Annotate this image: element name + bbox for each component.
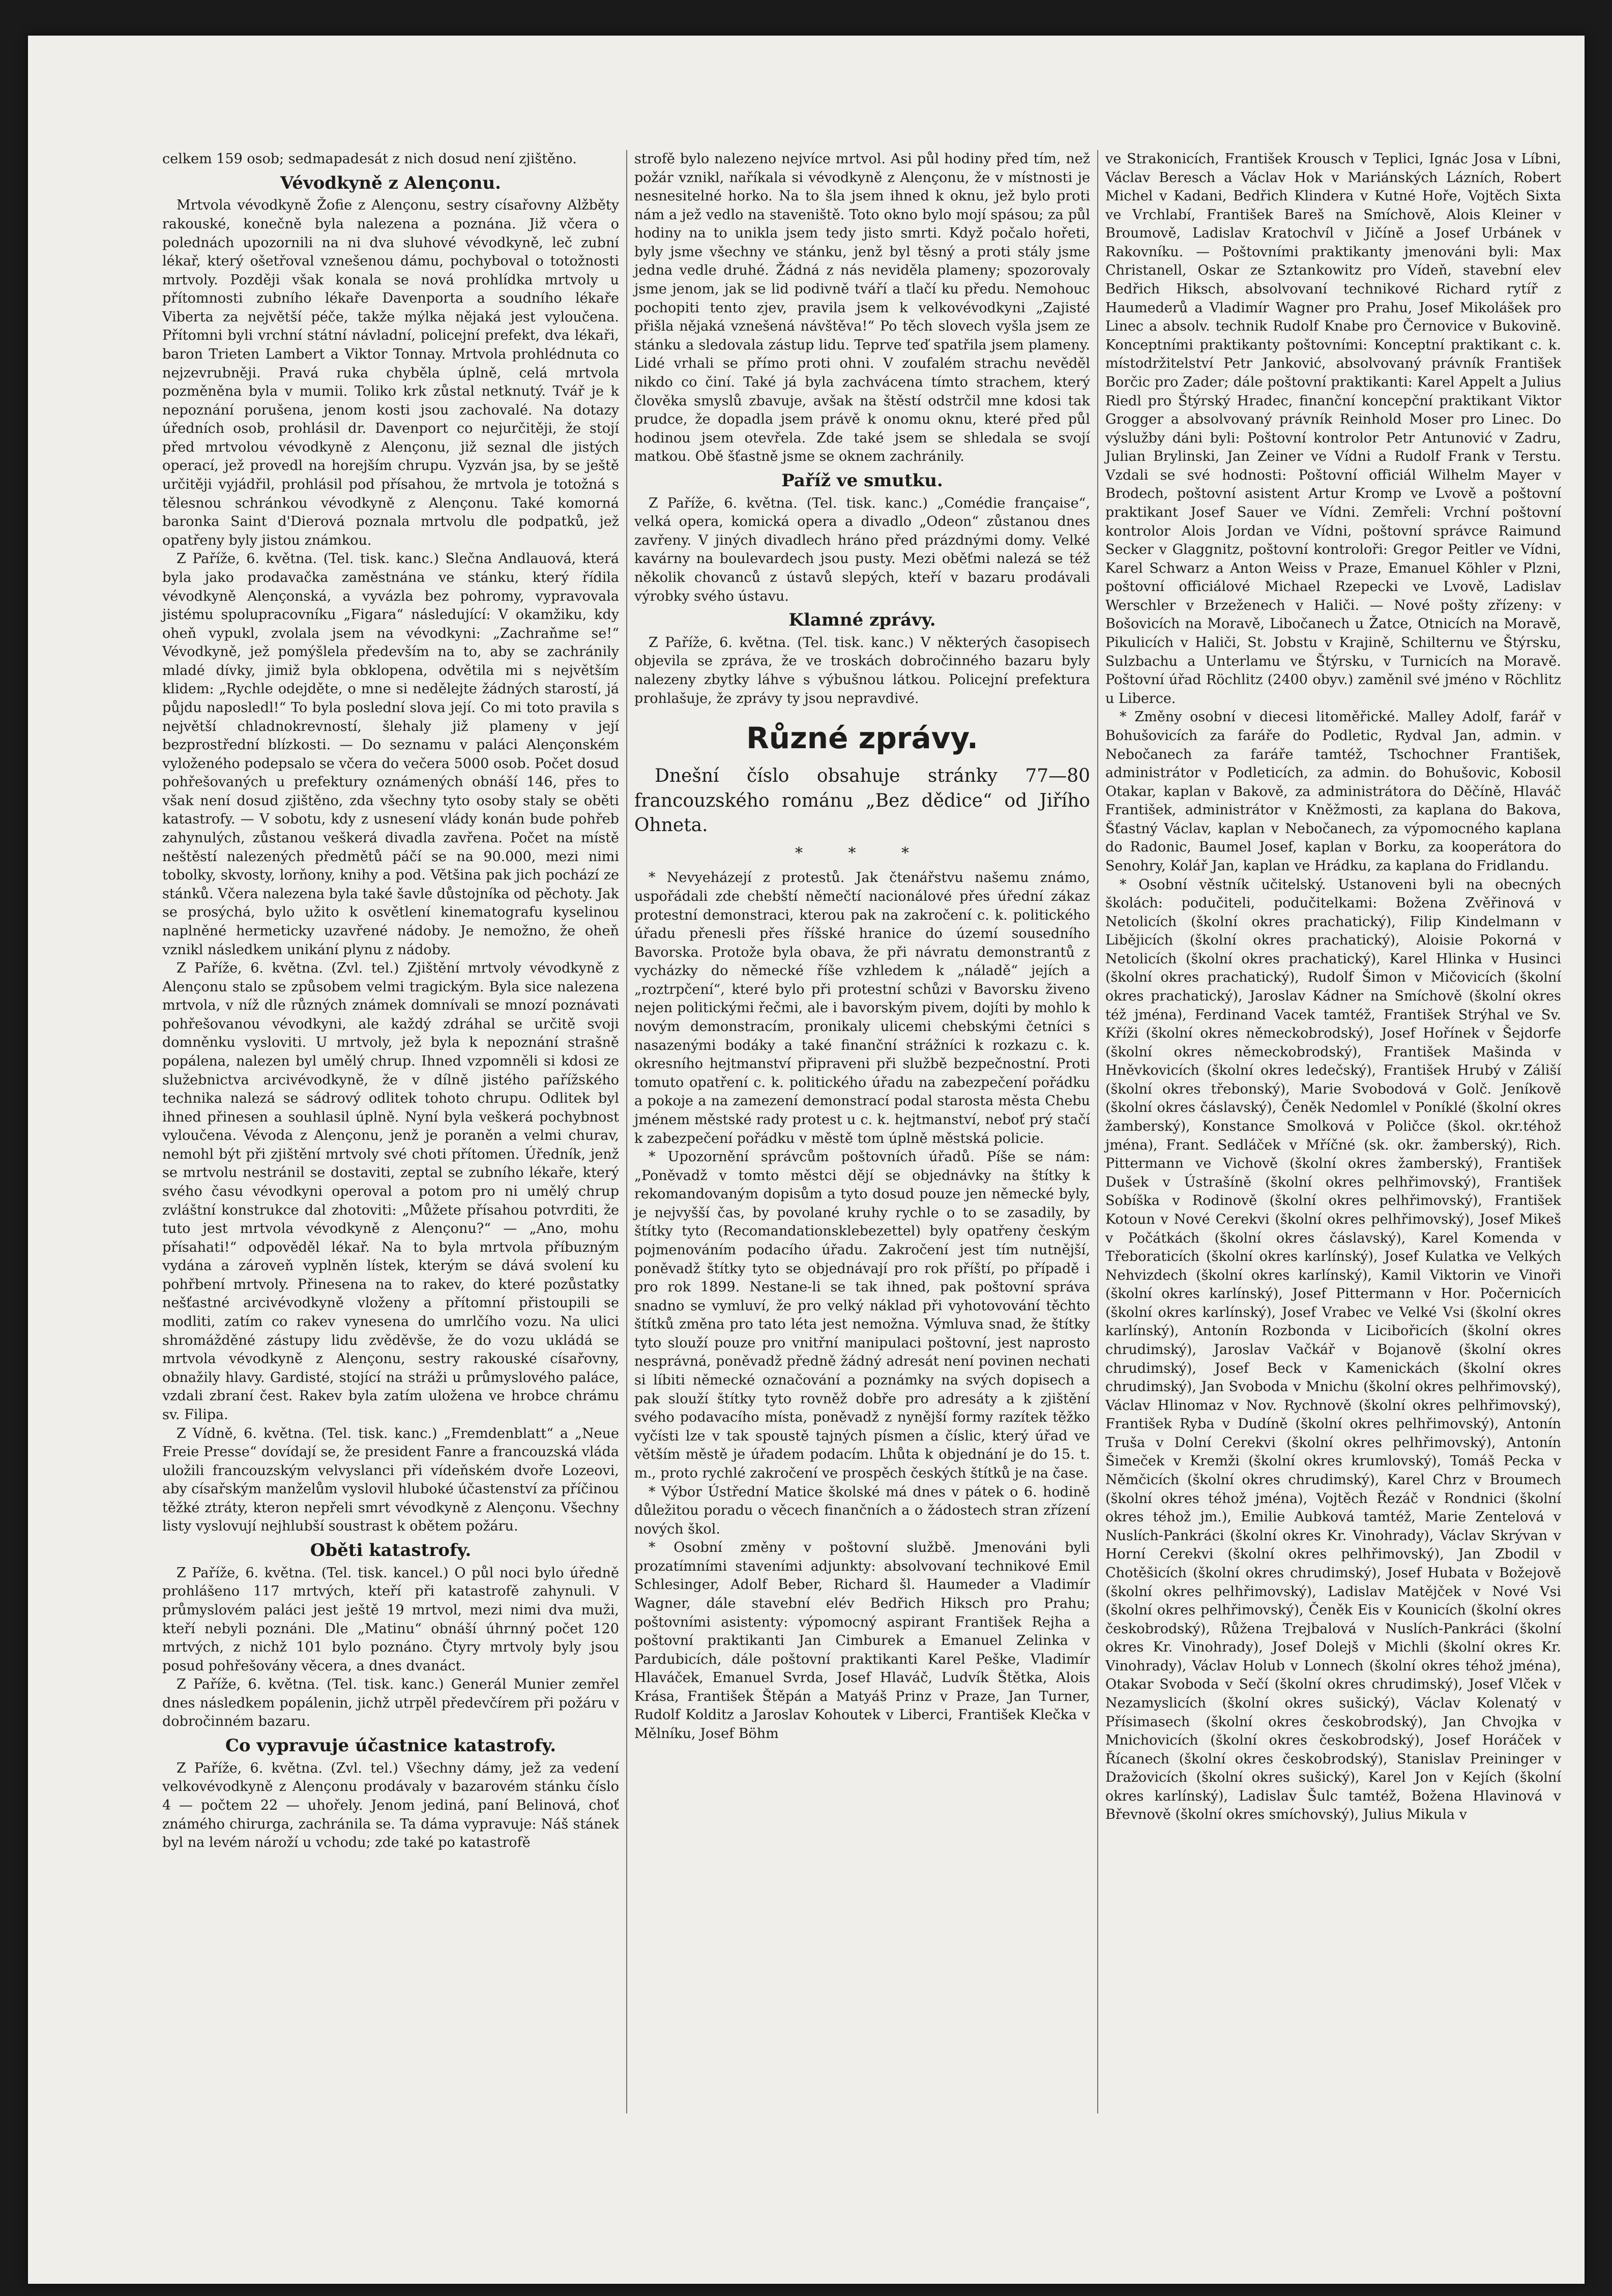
paragraph: celkem 159 osob; sedmapadesát z nich dosud není zjištěno. — [162, 151, 577, 167]
text-columns — [155, 150, 1569, 2113]
paragraph: strofě bylo nalezeno nejvíce mrtvol. Asi půl hodiny před tím, než požár vznikl, naříkala si vévodkyně z Alençonu, že v místnosti je nesnesitelné horko. Na to šla jsem ihned k oknu, jež bylo proti nám a jež vedlo na staveniště. Toto okno bylo mojí spásou; za půl hodiny na to unikla jsem tedy jisto smrti. Když počalo hořeti, byly jsme všechny ve stánku, jenž byl těsný a proti stály jsme jedna vedle druhé. Žádná z nás neviděla plameny; spozorovaly jsme jenom, jak se lid podivně tváří a tlačí ku předu. Nemohouc pochopiti tento zjev, pravila jsem k velkovévodkyni „Zajisté přišla nějaká vznešená návštěva!“ Po těch slovech vyšla jsem ze stánku a sledovala zástup lidu. Teprve teď spatřila jsem plameny. Lidé vrhali se přímo proti ohni. V zoufalém strachu nevěděl nikdo co činí. Také já byla zachvácena tímto strachem, který člověka smyslů zbavuje, avšak na štěstí odstrčil mne kdosi tak prudce, že dopadla jsem právě k onomu oknu, které před půl hodinou jsem otevřela. Zde také jsem se shledala se svojí matkou. Obě šťastně jsme se oknem zachránily. — [634, 151, 1090, 465]
paragraph: * Upozornění správcům poštovních úřadů. Píše se nám: „Poněvadž v tomto městci dějí se objednávky na štítky k rekomandovaným dopisům a tyto dosud pouze jen německé byly, je nejvyšší čas, by povolané kruhy rychle o to se zasadily, by štítky tyto (Recomandationsklebezettel) byly opatřeny českým pojmenováním podacího úřadu. Zakročení jest tím nutnější, poněvadž štítky tyto se objednávají pro rok příští, po případě i pro rok 1899. Nestane-li se tak ihned, pak poštovní správa snadno se vymluví, že pro velký náklad při vyhotovování těchto štítků změna pro tato léta jest nemožna. Výmluva snad, že štítky tyto slouží pouze pro vnitřní manipulaci poštovní, jest naprosto nesprávná, poněvadž předně žádný adresát není povinen nechati si líbiti německé označování a poznámky na svých dopisech a pak slouží štítky tyto rovněž dobře pro adresáty a k zjištění svého podavacího místa, poněvadž z nynější formy razítek těžko vyčísti lze v tak spoustě tajných písmen a číslic, který úřad ve větším městě je úřadem podacím. Lhůta k objednání je do 15. t. m., proto rychlé zakročení ve prospěch českých štítků je na čase. — [634, 1149, 1090, 1481]
paragraph: Z Paříže, 6. května. (Tel. tisk. kanc.) Slečna Andlauová, která byla jako prodavačka zaměstnána ve stánku, který řídila vévodkyně Alençonská, a vyvázla bez pohromy, vypravovala jistému spolupracovníku „Figara“ následující: V okamžiku, kdy oheň vypukl, zvolala jsem na vévodkyni: „Zachraňme se!“ Vévodkyně, jež pomýšlela především na to, aby se zachránily mladé dívky, jimiž byla obklopena, odvětila mi s největším klidem: „Rychle odejděte, o mne si nedělejte žádných starostí, já půjdu naposledl!“ To byla poslední slova její. Co mi toto pravila s největší chladnokrevností, šlehaly již plameny v její bezprostřední blízkosti. — Do seznamu v paláci Alençonském vyloženého podepsalo se včera do večera 5000 osob. Počet dosud pohřešovaných u prefektury oznámených obnáší 146, přes to však není dosud zjištěno, zda všechny tyto osoby staly se oběti katastrofy. — V sobotu, kdy z usnesení vlády konán bude pohřeb zahynulých, zůstanou veškerá divadla zavřena. Počet na místě neštěstí nalezených předmětů páčí se na 90.000, mezi nimi tobolky, skvosty, lorňony, knihy a pod. Většina pak jich pochází ze stánků. Včera nalezena byla také šavle důstojníka od pěchoty. Jak se prosýchá, bylo užito k osvětlení kinematografu kyselinou naplněné hermeticky uzavřené nádoby. Je nemožno, že oheň vznikl následkem unikání plynu z nádoby. — [162, 551, 619, 958]
paragraph: * Osobní změny v poštovní službě. Jmenováni byli prozatímními staveními adjunkty: absolvovaní technikové Emil Schlesinger, Adolf Beber, Richard šl. Haumeder a Vladimír Wagner, dále stavební elév Bedřich Hiksch pro Prahu; poštovními asistenty: výpomocný aspirant František Rejha a poštovní praktikanti Jan Cimburek a Emanuel Zelinka v Pardubicích, dále poštovní praktikanti Karel Peške, Vladimír Hlaváček, Emanuel Svrda, Josef Hlaváč, Ludvík Štětka, Alois Krása, František Štěpán a Matyáš Prinz v Praze, Jan Turner, Rudolf Kolditz a Jaroslav Kohoutek v Liberci, František Klečka v Mělníku, Josef Böhm — [634, 1540, 1090, 1742]
main-heading: Různé zprávy. — [746, 721, 978, 756]
section-heading: Paříž ve smutku. — [781, 470, 943, 491]
separator-stars: * * * — [795, 844, 930, 862]
paragraph: ve Strakonicích, František Krousch v Teplici, Ignác Josa v Líbni, Václav Beresch a Václav Hok v Mariánských Lázních, Robert Michel v Kadani, Bedřich Klindera v Kutné Hoře, Vojtěch Sixta ve Vrchlabí, František Bareš na Smíchově, Alois Kleiner v Broumově, Ladislav Kratochvíl v Jičíně a Josef Urbánek v Rakovníku. — Poštovními praktikanty jmenováni byli: Max Christanell, Oskar ze Sztankowitz pro Vídeň, stavební elev Bedřich Hiksch, absolvovaní technikové Richard rytíř z Haumederů a Vladimír Wagner pro Prahu, Josef Mikolášek pro Linec a absolv. technik Rudolf Knabe pro Černovice v Bukovině. Konceptními praktikanty poštovními: Konceptní praktikant c. k. místodržitelství Petr Janković, absolvovaný právník František Borčic pro Zader; dále poštovní praktikanti: Karel Appelt a Julius Riedl pro Štýrský Hradec, finanční koncepční praktikant Viktor Grogger a absolvovaný právník Reinhold Moser pro Linec. Do výslužby dáni byli: Poštovní kontrolor Petr Antunović v Zadru, Julian Brylinski, Jan Zeiner ve Vídni a Rudolf Frank v Terstu. Vzdali se své hodnosti: Poštovní officiál Wilhelm Mayer v Brodech, poštovní asistent Artur Kromp ve Lvově a poštovní praktikant Josef Sauer ve Vídni. Zemřeli: Vrchní poštovní kontrolor Alois Jordan ve Vídni, poštovní správce Raimund Secker v Glaggnitz, poštovní kontroloři: Gregor Peitler ve Vídni, Karel Schwarz a Anton Weiss v Praze, Emanuel Köhler v Plzni, poštovní officiálové Michael Rzepecki ve Lvově, Ladislav Werschler v Brzeženech v Haliči. — Nové pošty zřízeny: v Bošovicích na Moravě, Libočanech u Žatce, Otnicích na Moravě, Pikulicích v Haliči, St. Jobstu v Krajině, Schilternu ve Štýrsku, Sulzbachu a Unterlamu ve Štýrsku, v Turnicích na Moravě. Poštovní úřad Röchlitz (2400 obyv.) zaměnil své jméno v Röchlitz u Liberce. — [1105, 151, 1561, 707]
column-2 — [626, 150, 1097, 2113]
paragraph: Z Paříže, 6. května. (Tel. tisk. kancel.) O půl noci bylo úředně prohlášeno 117 mrtvých, kteří při katastrofě zahynuli. V průmyslovém paláci jest ještě 19 mrtvol, mezi nimi dva muži, kteří nebyli poznáni. Dle „Matinu“ obnáší úhrnný počet 120 mrtvých, z nichž 101 bylo poznáno. Čtyry mrtvoly byly jsou posud pohřešovány věcera, a dnes dvanáct. — [162, 1565, 619, 1674]
paragraph: * Nevyeházejí z protestů. Jak čtenářstvu našemu známo, uspořádali zde chebští němečtí nacionálové přes úřední zákaz protestní demonstraci, kterou pak na zakročení c. k. politického úřadu přenesli přes říšské hranice do území sousedního Bavorska. Protože byla obava, že při návratu demonstrantů z vycházky do německé říše vzhledem k „náladě“ jejích a „roztrpčení“, které bylo při protestní schůzi v Bavorsku živeno nejen politickými řečmi, ale i bavorským pivem, dojíti by mohlo k novým demonstracím, pronikaly ulicemi chebskými četníci s nasazenými bodáky a také finanční strážníci k rozkazu c. k. okresního hejtmanství připraveni při službě bezpečnostní. Proti tomuto opatření c. k. politického úřadu na zabezpečení pořádku a pokoje a na zamezení demonstrací podal starosta města Chebu jménem městské rady protest u c. k. hejtmanství, neboť prý stačí k zabezpečení pořádku v městě tom úplně městská policie. — [634, 870, 1090, 1146]
paragraph: * Změny osobní v diecesi litoměřické. Malley Adolf, farář v Bohušovicích za faráře do Podletic, Rydval Jan, admin. v Nebočanech za faráře tamtéž, Tschochner František, administrátor v Podleticích, za admin. do Bohušovic, Kobosil Otakar, kaplan v Bakově, za administrátora do Děčíně, Hlaváč František, administrátor v Kněžmosti, za kaplana do Bakova, Šťastný Václav, kaplan v Nebočanech, za výpomocného kaplana do Radonic, Baumel Josef, kaplan v Borku, za kooperátora do Senohry, Kolář Jan, kaplan ve Hrádku, za kaplana do Fridlandu. — [1105, 709, 1561, 874]
paragraph: Z Paříže, 6. května. (Tel. tisk. kanc.) Generál Munier zemřel dnes následkem popálenin, jichž utrpěl předevčírem při požáru v dobročinném bazaru. — [162, 1676, 619, 1730]
section-heading: Vévodkyně z Alençonu. — [280, 172, 502, 193]
paragraph: Z Paříže, 6. května. (Zvl. tel.) Všechny dámy, jež za vedení velkovévodkyně z Alençonu prodávaly v bazarovém stánku číslo 4 — počtem 22 — uhořely. Jenom jediná, paní Belinová, choť známého chirurga, zachránila se. Ta dáma vypravuje: Náš stánek byl na levém nároží u vchodu; zde také po katastrofě — [162, 1760, 619, 1851]
paragraph: Z Paříže, 6. května. (Zvl. tel.) Zjištění mrtvoly vévodkyně z Alençonu stalo se způsobem velmi tragickým. Byla sice nalezena mrtvola, v níž dle různých známek domnívali se mnozí poznávati pohřešovanou vévodkyni, ale každý zdráhal se určitě svoji domněnku vysloviti. U mrtvoly, jež byla k nepoznání strašně popálena, nalezen byl umělý chrup. Ihned vzpomněli si kdosi ze služebnictva arcivévodkyně, že v dílně jistého pařížského technika nalezá se sádrový odlitek tohoto chrupu. Odlitek byl ihned přinesen a souhlasil úplně. Nyní byla veškerá pochybnost vyloučena. Vévoda z Alençonu, jenž je poraněn a velmi churav, nemohl být při zjištění mrtvoly své choti přítomen. Úředník, jenž se mrtvolu nestránil se dostaviti, zeptal se zubního lékaře, který svého času vévodkyni operoval a potom pro ni umělý chrup zvláštní konstrukce dal zhotoviti: „Můžete přísahou potvrditi, že tuto jest mrtvola vévodkyně z Alençonu?“ — „Ano, mohu přísahati!“ odpověděl lékař. Na to byla mrtvola příbuzným vydána a zároveň vyplněn lístek, kterým se dává svolení ku pohřbení mrtvoly. Přinesena na to rakev, do které pozůstatky nešťastné arcivévodkyně vloženy a přítomní přistoupili se modliti, zatím co rakev vynesena do umrlčího vozu. Na ulici shromážděné zástupy lidu zvěděvše, že do vozu ukládá se mrtvola vévodkyně z Alençonu, sestry rakouské císařovny, obnažily hlavy. Gardisté, stojící na stráži u průmyslového paláce, vzdali zbraní čest. Rakev byla zatím uložena ve hrobce chrámu sv. Filipa. — [162, 960, 619, 1423]
paragraph: Z Vídně, 6. května. (Tel. tisk. kanc.) „Fremdenblatt“ a „Neue Freie Presse“ dovídají se, že president Fanre a francouzská vláda uložili francouzským velvyslanci při vídeňském dvoře Lozeovi, aby císařským manželům vyslovil hluboké účastenství za příčinou těžké ztráty, kteron nepřeli smrt vévodkyně z Alençonu. Všechny listy vyslovují nejhlubší soustrast k obětem požáru. — [162, 1425, 619, 1535]
section-heading: Klamné zprávy. — [788, 610, 936, 631]
paragraph: Z Paříže, 6. května. (Tel. tisk. kanc.) V některých časopisech objevila se zpráva, že ve troskách dobročinného bazaru byly nalezeny zbytky láhve s výbušnou látkou. Policejní prefektura prohlašuje, že zprávy ty jsou nepravdivé. — [634, 634, 1090, 707]
paragraph: * Výbor Ústřední Matice školské má dnes v pátek o 6. hodině důležitou poradu o věcech finančních a o žádostech stran zřízení nových škol. — [634, 1484, 1090, 1537]
paragraph: Z Paříže, 6. května. (Tel. tisk. kanc.) „Comédie française“, velká opera, komická opera a divadlo „Odeon“ zůstanou dnes zavřeny. V jiných divadlech hráno před prázdnými domy. Velké kavárny na boulevardech jsou pusty. Mezi oběťmi nalezá se též několik chovanců z ústavů slepých, kteří v bazaru prodávali výrobky svého ústavu. — [634, 495, 1090, 604]
section-heading: Co vypravuje účastnice katastrofy. — [225, 1735, 556, 1756]
lead-paragraph: Dnešní číslo obsahuje stránky 77—80 francouzského románu „Bez dědice“ od Jiřího Ohneta. — [634, 766, 1090, 836]
newspaper-page — [28, 36, 1585, 2284]
column-1 — [155, 150, 626, 2113]
column-3 — [1097, 150, 1568, 2113]
paragraph: Mrtvola vévodkyně Žofie z Alençonu, sestry císařovny Alžběty rakouské, konečně byla nalezena a poznána. Již včera o polednách upozornili na ni dva sluhové vévodkyně, leč zubní lékař, který ošetřoval vznešenou dámu, pochyboval o totožnosti mrtvoly. Později však konala se nová prohlídka mrtvoly u přítomnosti zubního lékaře Davenporta a soudního lékaře Viberta za největší péče, takže mýlka nějaká jest vyloučena. Přítomni byli vrchní státní návladní, policejní prefekt, dva lékaři, baron Trieten Lambert a Viktor Tonnay. Mrtvola prohlédnuta co nejzevrubněji. Pravá ruka chyběla úplně, celá mrtvola pozměněna byla v mumii. Toliko krk zůstal netknutý. Tvář je k nepoznání porušena, jenom kosti jsou zachovalé. Na dotazy úředních osob, prohlásil dr. Davenport co nejurčitěji, že stojí před mrtvolou vévodkyně z Alençonu, již seznal dle jistých operací, jež provedl na horejším chrupu. Vyzván jsa, by se ještě určitěji vyjádřil, prohlásil pod přísahou, že mrtvola je totožná s tělesnou schránkou vévodkyně z Alençonu. Také komorná baronka Saint d'Dierová poznala mrtvolu dle podpatků, jež opatřeny byly jistou známkou. — [162, 197, 619, 548]
paragraph: * Osobní věstník učitelský. Ustanoveni byli na obecných školách: podučiteli, podučitelkami: Božena Zvěřinová v Netolicích (školní okres prachatický), Filip Kindelmann v Libějicích (školní okres prachatický), Aloisie Pokorná v Netolicích (školní okres prachatický), Karel Hlinka v Husinci (školní okres prachatický), Rudolf Šimon v Mičovicích (školní okres prachatický), Jaroslav Kádner na Smíchově (školní okres též jména), Ferdinand Vacek tamtéž, František Strýhal ve Sv. Kříži (školní okres německobrodský), Josef Hořínek v Šejdorfe (školní okres německobrodský), František Mašinda v Hněvkovicích (školní okres ledečský), František Hrubý v Záliší (školní okres třebonský), Marie Svobodová v Golč. Jeníkově (školní okres čáslavský), Čeněk Nedomlel v Poníklé (školní okres žamberský), Konstance Smolková v Poličce (škol. okr.téhož jména), Frant. Sedláček v Mříčné (sk. okr. žamberský), Rich. Pittermann ve Vichově (školní okres žamberský), František Dušek v Ústrašíně (školní okres pelhřimovský), František Sobíška v Rodinově (školní okres pelhřimovský), František Kotoun v Nové Cerekvi (školní okres pelhřimovský), Josef Mikeš v Počátkách (školní okres čáslavský), Karel Komenda v Třeboraticích (školní okres karlínský), Josef Kulatka ve Velkých Nehvizdech (školní okres karlínský), Kamil Viktorin ve Vinoři (školní okres karlínský), Josef Pittermann v Hor. Počernicích (školní okres karlínský), Josef Vrabec ve Velké Vsi (školní okres karlínský), Antonín Rozbonda v Licibořicích (školní okres chrudimský), Jaroslav Vačkář v Bojanově (školní okres chrudimský), Josef Beck v Kamenickách (školní okres chrudimský), Jan Svoboda v Mnichu (školní okres pelhřimovský), Václav Hlinomaz v Nov. Rychnově (školní okres pelhřimovský), František Ryba v Dudíně (školní okres pelhřimovský), Antonín Truša v Dolní Cerekvi (školní okres pelhřimovský), Antonín Šimeček v Kremži (školní okres krumlovský), Tomáš Pecka v Němčicích (školní okres chrudimský), Karel Chrz v Broumech (školní okres téhož jména), Vojtěch Řezáč v Rondnici (školní okres téhož jm.), Emilie Aubková tamtéž, Marie Zentelová v Nuslích-Pankráci (školní okres Kr. Vinohrady), Václav Skrývan v Horní Cerekvi (školní okres pelhřimovský), Jan Zbodil v Chotěšicích (školní okres chrudimský), Josef Hubata v Božejově (školní okres pelhřimovský), Ladislav Matějček v Nové Vsi (školní okres pelhřimovský), Čeněk Eis v Kounicích (školní okres českobrodský), Růžena Trejbalová v Nuslích-Pankráci (školní okres Kr. Vinohrady), Josef Dolejš v Michli (školní okres Kr. Vinohrady), Václav Holub v Lonnech (školní okres téhož jména), Otakar Svoboda v Sečí (školní okres chrudimský), Josef Vlček v Nezamyslicích (školní okres sušický), Václav Kolenatý v Přísimasech (školní okres českobrodský), Jan Chvojka v Mnichovicích (školní okres českobrodský), Josef Horáček v Řícanech (školní okres českobrodský), Stanislav Preininger v Dražovicích (školní okres sušický), Karel Jon v Kejích (školní okres karlínský), Ladislav Šulc tamtéž, Božena Hlavinová v Břevnově (školní okres smíchovský), Julius Mikula v — [1105, 876, 1561, 1823]
section-heading: Oběti katastrofy. — [310, 1540, 472, 1561]
